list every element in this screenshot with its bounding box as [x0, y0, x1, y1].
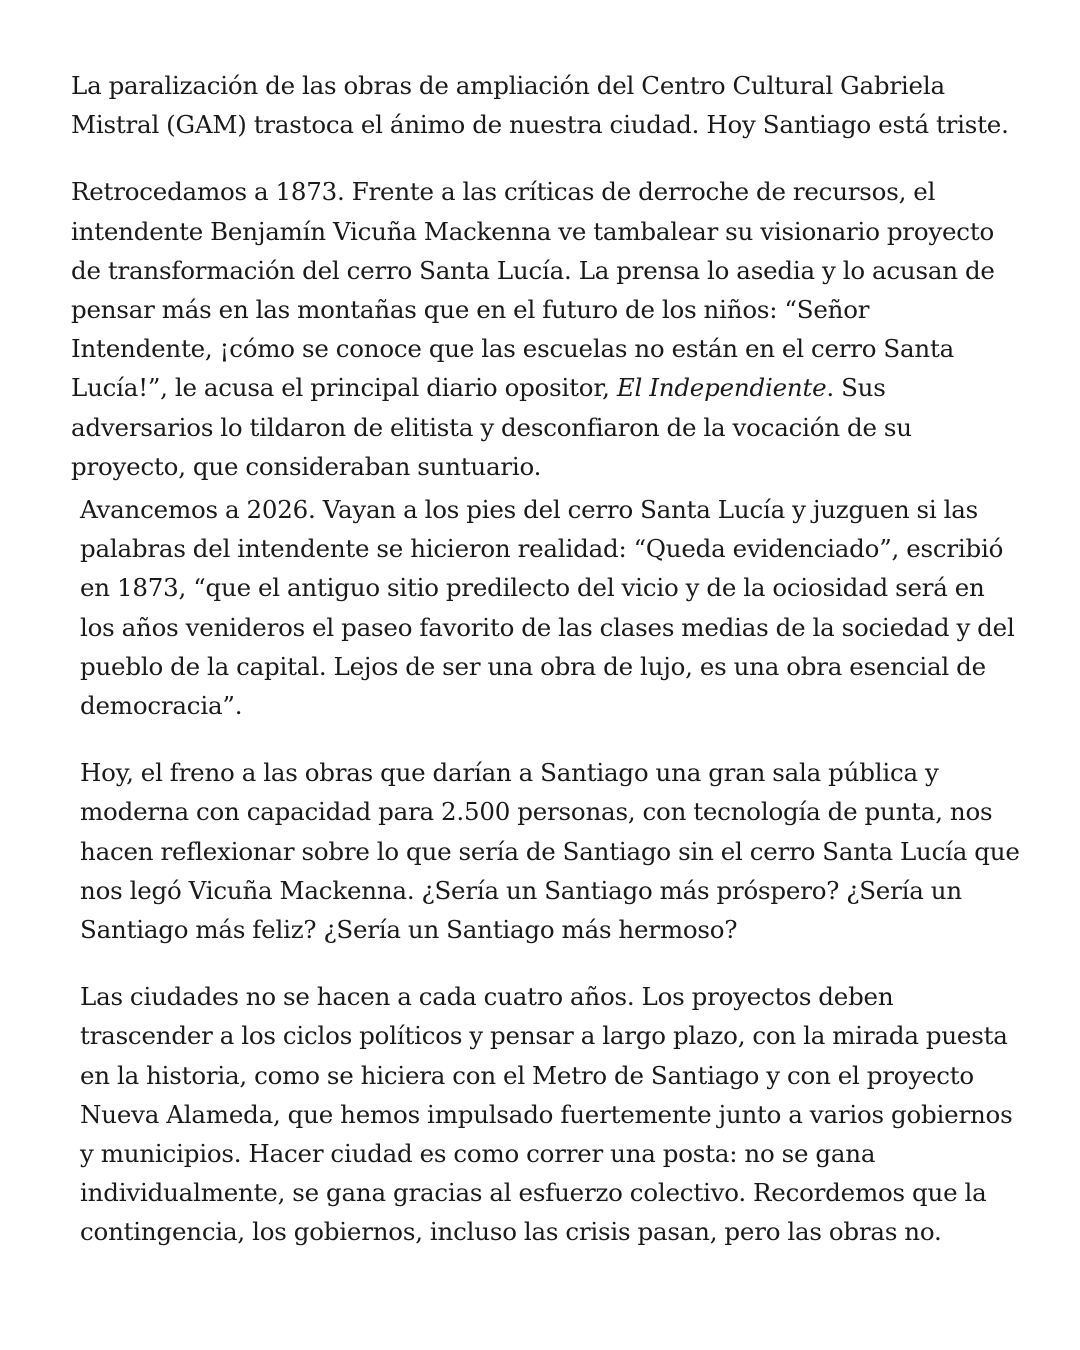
paragraph-text: Retrocedamos a 1873. Frente a las críticas de derroche de recursos, el intendente Benjamín Vicuña Mackenna ve tambalear su visionario proyecto de transformación del cerro Santa Lucía. La prensa lo asedia y lo acusan de pensar más en las montañas que en el futuro de los niños: “Señor Intendente, ¡cómo se conoce que las escuelas no están en el cerro Santa Lucía!”, le acusa el principal diario opositor, [71, 177, 995, 403]
paragraph-1873-history [71, 172, 1016, 486]
paragraph-gam-paralysis: La paralización de las obras de ampliación del Centro Cultural Gabriela Mistral (GAM) trastoca el ánimo de nuestra ciudad. Hoy Santiago está triste. [71, 71, 1009, 140]
paragraph-cities-long-term: Las ciudades no se hacen a cada cuatro años. Los proyectos deben trascender a los ciclos políticos y pensar a largo plazo, con la mirada puesta en la historia, como se hiciera con el Metro de Santiago y con el proyecto Nueva Alameda, que hemos impulsado fuertemente junto a varios gobiernos y municipios. Hacer ciudad es como correr una posta: no se gana individualmente, se gana gracias al esfuerzo colectivo. Recordemos que la contingencia, los gobiernos, incluso las crisis pasan, pero las obras no. [80, 982, 1013, 1247]
article-body [0, 66, 1080, 1252]
paragraph-reflection-questions: Hoy, el freno a las obras que darían a Santiago una gran sala pública y moderna con capacidad para 2.500 personas, con tecnología de punta, nos hacen reflexionar sobre lo que sería de Santiago sin el cerro Santa Lucía que nos legó Vicuña Mackenna. ¿Sería un Santiago más próspero? ¿Sería un Santiago más feliz? ¿Sería un Santiago más hermoso? [80, 758, 1020, 945]
newspaper-name: El Independiente [616, 373, 827, 403]
paragraph-text: . Sus adversarios lo tildaron de elitista y desconfiaron de la vocación de su proyecto, que consideraban suntuario. [71, 373, 912, 481]
paragraph-2026-forward: Avancemos a 2026. Vayan a los pies del cerro Santa Lucía y juzguen si las palabras del intendente se hicieron realidad: “Queda evidenciado”, escribió en 1873, “que el antiguo sitio predilecto del vicio y de la ociosidad será en los años venideros el paseo favorito de las clases medias de la sociedad y del pueblo de la capital. Lejos de ser una obra de lujo, es una obra esencial de democracia”. [80, 495, 1015, 721]
